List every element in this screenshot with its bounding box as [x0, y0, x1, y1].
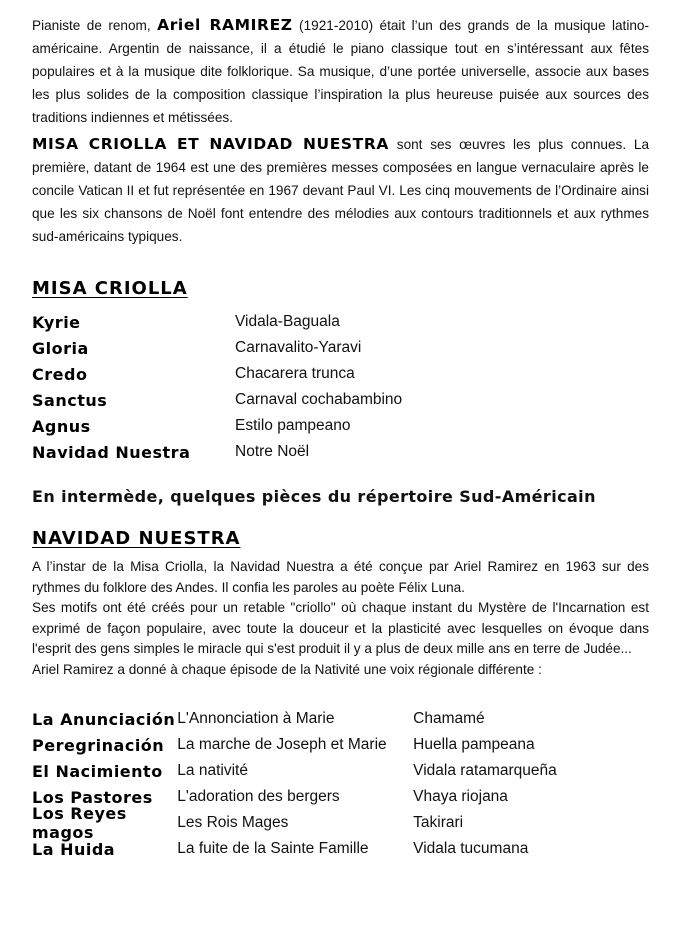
episode-french: Les Rois Mages: [177, 814, 289, 831]
episode-french: La fuite de la Sainte Famille: [177, 840, 369, 857]
list-item: [32, 758, 649, 784]
movement-style: Notre Noël: [235, 443, 310, 460]
interlude-heading: En intermède, quelques pièces du répertoire Sud-Américain: [32, 487, 596, 506]
episode-rhythm: Takirari: [413, 814, 464, 831]
list-item: [32, 387, 649, 413]
list-item: [32, 413, 649, 439]
episode-name: La Huida: [32, 839, 116, 859]
episode-rhythm: Vhaya riojana: [413, 788, 508, 805]
episode-french: L'Annonciation à Marie: [177, 710, 335, 727]
movement-name: Credo: [32, 364, 88, 384]
navidad-paragraph-2: Ses motifs ont été créés pour un retable "criollo" où chaque instant du Mystère de l'Incarnation est exprimé de façon populaire, avec toute la douceur et la plasticité avec lesquelles on évoque dans l'esprit des gens simples le miracle qui s'est produit il y a plus de deux mille ans en terre de Judée...: [32, 600, 649, 656]
movement-name: Navidad Nuestra: [32, 442, 191, 462]
list-item: [32, 439, 649, 465]
intro-rest: (1921-2010) était l’un des grands de la musique latino-américaine. Argentin de naissance, il a étudié le piano classique tout en s’intéressant aux fêtes populaires et à la musique dite folklorique. Sa musique, d’une portée universelle, associe aux bases les plus solides de la composition classique l’inspiration la plus heureuse puisée aux sources des traditions indiennes et métissées.: [32, 18, 649, 125]
navidad-list: [32, 706, 649, 862]
movement-name: Sanctus: [32, 390, 108, 410]
list-item: [32, 804, 649, 842]
list-item: [32, 706, 649, 732]
navidad-description: [32, 557, 649, 680]
works-title: MISA CRIOLLA ET NAVIDAD NUESTRA: [32, 135, 389, 153]
list-item: [32, 361, 649, 387]
episode-french: L'adoration des bergers: [177, 788, 340, 805]
movement-style: Carnaval cochabambino: [235, 391, 403, 408]
intro-paragraph: [32, 14, 649, 129]
episode-name: Los Reyes magos: [32, 804, 127, 842]
list-item: [32, 335, 649, 361]
movement-name: Agnus: [32, 416, 91, 436]
episode-rhythm: Vidala ratamarqueña: [413, 762, 557, 779]
list-item: [32, 309, 649, 335]
movement-style: Carnavalito-Yaravi: [235, 339, 362, 356]
navidad-paragraph-1: A l’instar de la Misa Criolla, la Navidad Nuestra a été conçue par Ariel Ramirez en 1963 sur des rythmes du folklore des Andes. Il confia les paroles au poète Félix Luna.: [32, 559, 649, 595]
list-item: [32, 732, 649, 758]
episode-rhythm: Huella pampeana: [413, 736, 535, 753]
misa-heading: MISA CRIOLLA: [32, 278, 188, 299]
episode-name: Peregrinación: [32, 735, 165, 755]
episode-rhythm: Vidala tucumana: [413, 840, 529, 857]
artist-name: Ariel RAMIREZ: [157, 16, 293, 34]
episode-french: La nativité: [177, 762, 248, 779]
list-item: [32, 836, 649, 862]
works-paragraph: [32, 133, 649, 248]
misa-list: [32, 309, 649, 465]
episode-french: La marche de Joseph et Marie: [177, 736, 387, 753]
movement-name: Kyrie: [32, 312, 81, 332]
movement-style: Vidala-Baguala: [235, 313, 340, 330]
episode-name: Los Pastores: [32, 787, 153, 807]
works-text: sont ses œuvres les plus connues. La première, datant de 1964 est une des premières messes composées en langue vernaculaire après le concile Vatican II et fut représentée en 1967 devant Paul VI. Les cinq mouvements de l’Ordinaire ainsi que les six chansons de Noël font entendre des mélodies aux contours traditionnels et aux rythmes sud-américains typiques.: [32, 137, 650, 244]
movement-style: Estilo pampeano: [235, 417, 351, 434]
intro-prefix: Pianiste de renom,: [32, 18, 151, 33]
movement-name: Gloria: [32, 338, 89, 358]
episode-name: El Nacimiento: [32, 761, 163, 781]
navidad-heading: NAVIDAD NUESTRA: [32, 528, 241, 549]
episode-name: La Anunciación: [32, 709, 176, 729]
navidad-paragraph-3: Ariel Ramirez a donné à chaque épisode de la Nativité une voix régionale différente :: [32, 661, 542, 677]
episode-rhythm: Chamamé: [413, 710, 485, 727]
movement-style: Chacarera trunca: [235, 365, 355, 382]
